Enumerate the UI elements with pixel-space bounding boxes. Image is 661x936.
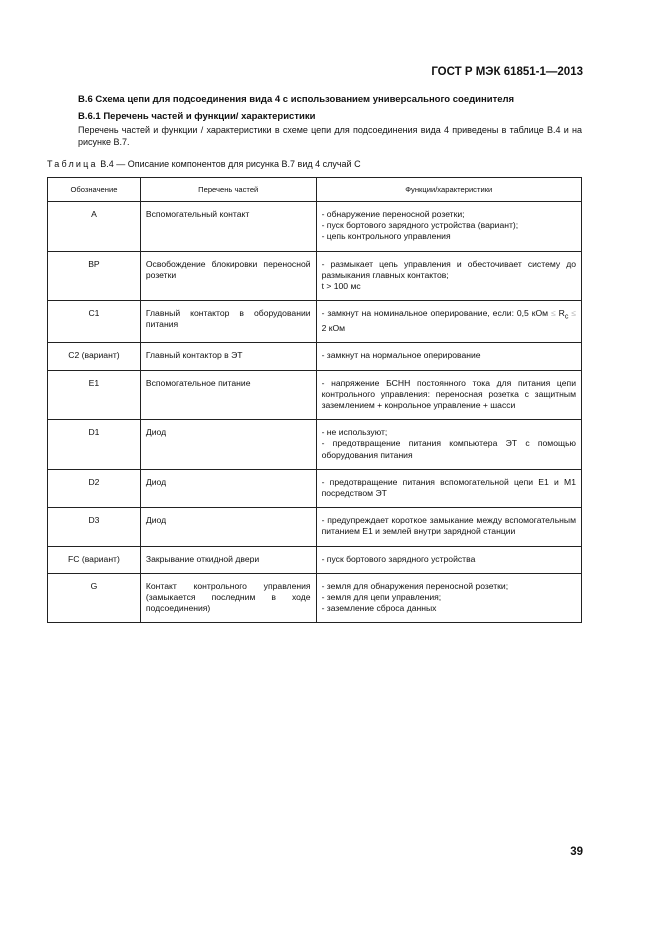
function-line: - пуск бортового зарядного устройства (вариант); xyxy=(321,220,519,231)
row-code: E1 xyxy=(48,370,141,420)
row-functions xyxy=(316,420,581,470)
function-line: - пуск бортового зарядного устройства xyxy=(321,553,476,564)
le-symbol: ≤ xyxy=(571,308,577,319)
table-row xyxy=(48,301,582,343)
subsection-title: В.6.1 Перечень частей и функции/ характеристики xyxy=(78,111,316,122)
row-functions xyxy=(316,573,581,623)
row-functions xyxy=(316,202,581,252)
table-row xyxy=(48,251,582,301)
function-line: - земля для цепи управления; xyxy=(321,591,442,602)
table-row xyxy=(48,508,582,546)
row-part: Главный контактор в ЭТ xyxy=(140,343,316,370)
row-part: Контакт контрольного управления (замыкается последним в ходе подсоединения) xyxy=(140,573,316,623)
row-code: A xyxy=(48,202,141,252)
row-part: Диод xyxy=(140,469,316,507)
table-row xyxy=(48,370,582,420)
table-caption xyxy=(47,159,361,169)
row-functions xyxy=(316,251,581,301)
header-parts: Перечень частей xyxy=(140,178,316,202)
table-caption-text: В.4 — Описание компонентов для рисунка В.7 вид 4 случай С xyxy=(100,159,361,169)
function-line: - напряжение БСНН постоянного тока для питания цепи контрольного управления: переносная розетка с защитным заземлением + конрольное управление + шасси xyxy=(321,377,576,410)
row-part: Закрывание откидной двери xyxy=(140,546,316,573)
le-symbol: ≤ xyxy=(550,308,556,319)
row-functions xyxy=(316,343,581,370)
row-code: BP xyxy=(48,251,141,301)
row-part: Освобождение блокировки переносной розетки xyxy=(140,251,316,301)
function-line: - заземление сброса данных xyxy=(321,603,437,614)
function-line: - земля для обнаружения переносной розетки; xyxy=(321,580,509,591)
function-line: - предотвращение питания вспомогательной цепи E1 и M1 посредством ЭТ xyxy=(321,476,576,498)
row-functions xyxy=(316,469,581,507)
resistance-symbol: R xyxy=(558,308,565,319)
row-code: FC (вариант) xyxy=(48,546,141,573)
function-line: - цепь контрольного управления xyxy=(321,231,451,242)
function-line: - размыкает цепь управления и обесточивает систему до размыкания главных контактов; xyxy=(321,258,576,280)
function-text: - замкнут на номинальное оперирование, если: 0,5 кОм xyxy=(321,308,549,319)
row-functions xyxy=(316,370,581,420)
intro-paragraph: Перечень частей и функции / характеристики в схеме цепи для подсоединения вида 4 приведены в таблице В.4 и на рисунке В.7. xyxy=(78,125,582,147)
row-part: Вспомогательный контакт xyxy=(140,202,316,252)
section-title: В.6 Схема цепи для подсоединения вида 4 с использованием универсального соединителя xyxy=(78,94,515,105)
table-row xyxy=(48,546,582,573)
function-line: - замкнут на нормальное оперирование xyxy=(321,350,481,361)
function-text: 2 кОм xyxy=(321,323,346,334)
table-row xyxy=(48,343,582,370)
function-line: - не используют; xyxy=(321,427,388,438)
function-line: - предотвращение питания компьютера ЭТ с помощью оборудования питания xyxy=(321,438,576,460)
row-code: D1 xyxy=(48,420,141,470)
components-table xyxy=(47,177,582,623)
resistance-subscript: c xyxy=(564,312,569,321)
table-header-row xyxy=(48,178,582,202)
function-line: - предупреждает короткое замыкание между вспомогательным питанием E1 и землей внутри зарядной станции xyxy=(321,515,576,537)
function-line: - обнаружение переносной розетки; xyxy=(321,209,465,219)
document-code: ГОСТ Р МЭК 61851-1—2013 xyxy=(431,66,583,78)
row-functions xyxy=(316,508,581,546)
table-caption-label: Таблица xyxy=(47,159,98,169)
row-code: G xyxy=(48,573,141,623)
row-code: D3 xyxy=(48,508,141,546)
page-number: 39 xyxy=(570,846,583,858)
table-row xyxy=(48,469,582,507)
row-part: Главный контактор в оборудовании питания xyxy=(140,301,316,343)
table-row xyxy=(48,573,582,623)
row-code: C2 (вариант) xyxy=(48,343,141,370)
row-code: C1 xyxy=(48,301,141,343)
row-code: D2 xyxy=(48,469,141,507)
row-part: Вспомогательное питание xyxy=(140,370,316,420)
table-row xyxy=(48,420,582,470)
header-functions: Функции/характеристики xyxy=(316,178,581,202)
row-functions xyxy=(316,546,581,573)
function-line: t > 100 мс xyxy=(321,281,361,292)
row-part: Диод xyxy=(140,508,316,546)
table-row xyxy=(48,202,582,252)
header-designation: Обозначение xyxy=(48,178,141,202)
row-functions xyxy=(316,301,581,343)
row-part: Диод xyxy=(140,420,316,470)
